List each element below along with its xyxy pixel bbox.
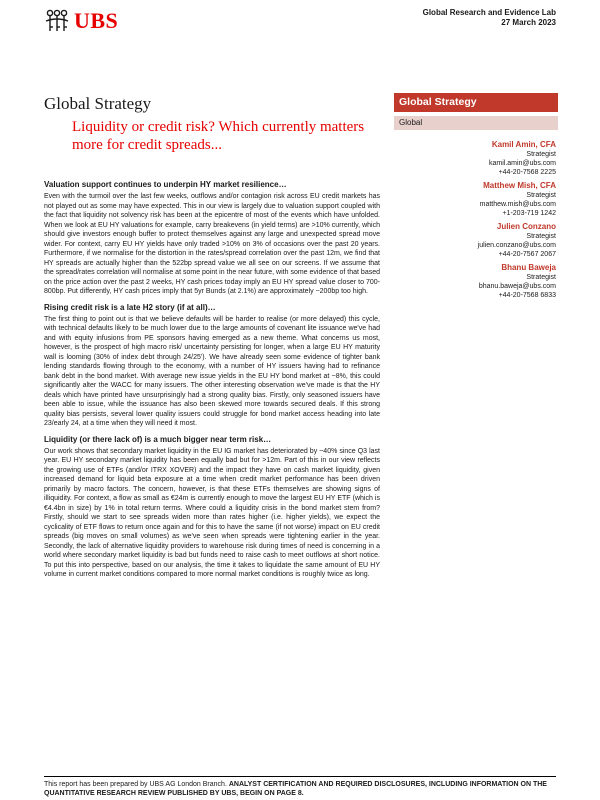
logo-text: UBS xyxy=(74,8,119,33)
analyst-email[interactable]: matthew.mish@ubs.com xyxy=(479,201,556,208)
analyst-card xyxy=(396,140,556,177)
sidebar-tag: Global xyxy=(394,116,558,130)
analyst-name: Matthew Mish, CFA xyxy=(483,181,556,190)
analyst-phone: +44-20-7567 2067 xyxy=(498,251,556,258)
analyst-role: Strategist xyxy=(526,192,556,199)
section-heading: Liquidity (or there lack of) is a much bigger near term risk… xyxy=(44,434,272,444)
analyst-phone: +44-20-7568 6833 xyxy=(498,292,556,299)
analyst-email[interactable]: kamil.amin@ubs.com xyxy=(488,160,556,167)
analyst-name: Julien Conzano xyxy=(496,222,556,231)
section-text: The first thing to point out is that we believe defaults will be harder to realise (or more delayed) this cycle, with technical defaults likely to be much lower due to the large amounts of covenant lite issuance we've had and with equity infusions from PE sponsors having emerged as a new theme. What concerns us most, however, is the prospect of high macro risk/ uncertainty persisting for longer, when a large EU HY maturity wall is looming (30% of index debt through 24/25'). We have already seen some evidence of tighter bank lending standards flowing through to the economy, with a number of HY issuers having had to refinance bank debt in the bond market. With average new issue yields in the EU HY bond market at ~8%, this could significantly alter the WACC for many issuers. The other interesting observation we've made is that the HY deals which have printed have unsurprisingly had a strong quality bias. Firstly, only seasoned issuers have been able to issue, while the issuance has also been skewed more towards secured deals. If this strong quality bias persists, several lower quality issuers could struggle for bond market access heading into late 23/early 24, at a time when they will need it most. xyxy=(44,315,380,427)
section-heading: Rising credit risk is a late H2 story (if at all)… xyxy=(44,302,216,312)
analyst-name: Bhanu Baweja xyxy=(501,263,556,272)
header-date: 27 March 2023 xyxy=(501,18,556,27)
footer-divider xyxy=(44,776,556,777)
header-meta xyxy=(423,8,556,28)
section-text: Even with the turmoil over the last few weeks, outflows and/or contagion risk across EU credit markets has not played out as some may have expected. This in our view is largely due to valuation support coupled with the fact that liquidity not solvency risk has been at the epicentre of most of the events which have unfolded. When we look at EU HY valuations for example, carry breakevens (in yield terms) are >10% currently, which should give investors enough buffer to protect themselves against any large and unexpected spread move wider. For context, carry EU HY yields have only traded >10% on 3% of occasions over the past 20 years. Furthermore, if we normalise for the distortion in the rates/spread correlation over the past 12m, we find that HY spreads are actually higher than the 522bp spread value we all see on our screens. If we assume that the spread/rates correlation will normalise at some point in the near future, with some evidence of that based on the price action over the past 2 weeks, HY cash prices today imply an EU HY spread value closer to 700-800bp. Put differently, HY cash prices imply that 5yr Bunds (at 2.1%) are approximately ~200bp too high. xyxy=(44,193,380,295)
page-title: Global Strategy xyxy=(44,94,152,113)
section-text: Our work shows that secondary market liquidity in the EU IG market has deteriorated by ~40% since Q3 last year. EU HY secondary market liquidity has been equally bad but for >12m. Part of this in our view reflects the growing use of ETFs (and/or ITRX XOVER) and the impact they have on cash market liquidity, given increased demand for liquid beta exposure at a time when credit market performance has been driven primarily by macro factors. The concern, however, is that these ETFs themselves are showing signs of illiquidity. For context, a flow as small as €24m is currently enough to move the largest EU HY ETF (which is €4.4bn in size) by 1% in total return terms. Where could a liquidity crisis in the bond market stem from? Firstly, should we start to see spreads widen more than rates higher (i.e. higher yields), we expect the cyclicality of ETF flows to return once again and for this to have the same (if not worse) impact on EU credit spreads (big moves on small volumes) as we've seen when spreads were tightening earlier in the year. Secondly, the lack of alternative liquidity providers to warehouse risk during times of need is concerning in a world where secondary market liquidity is bad but funds need to raise cash to meet outflows at short notice. To put this into perspective, based on our analysis, the time it takes to liquidate the same amount of EU HY volume in current market conditions compared to more normal market conditions is roughly twice as long. xyxy=(44,447,380,578)
footer-prepared-by: This report has been prepared by UBS AG London Branch. xyxy=(44,781,227,788)
article-body xyxy=(44,180,380,586)
footer-disclaimer xyxy=(44,780,556,798)
keys-icon xyxy=(44,9,70,33)
analyst-list xyxy=(396,140,556,304)
analyst-email[interactable]: bhanu.baweja@ubs.com xyxy=(478,283,556,290)
page-subtitle: Liquidity or credit risk? Which currently matters more for credit spreads... xyxy=(72,119,365,153)
analyst-card xyxy=(396,181,556,218)
analyst-card xyxy=(396,222,556,259)
sidebar-heading: Global Strategy xyxy=(394,93,558,112)
analyst-phone: +44-20-7568 2225 xyxy=(498,169,556,176)
analyst-email[interactable]: julien.conzano@ubs.com xyxy=(477,242,556,249)
analyst-phone: +1-203-719 1242 xyxy=(502,210,556,217)
analyst-role: Strategist xyxy=(526,151,556,158)
analyst-card xyxy=(396,263,556,300)
header-org: Global Research and Evidence Lab xyxy=(422,8,556,17)
analyst-role: Strategist xyxy=(526,233,556,240)
analyst-role: Strategist xyxy=(526,274,556,281)
footer-disclosures[interactable]: ANALYST CERTIFICATION AND REQUIRED DISCLOSURES, INCLUDING INFORMATION ON THE QUANTITATIVE RESEARCH REVIEW PUBLISHED BY UBS, BEGIN ON PAGE 8. xyxy=(44,781,547,797)
section-heading: Valuation support continues to underpin HY market resilience… xyxy=(44,180,287,189)
ubs-logo xyxy=(44,8,118,34)
analyst-name: Kamil Amin, CFA xyxy=(491,140,556,149)
